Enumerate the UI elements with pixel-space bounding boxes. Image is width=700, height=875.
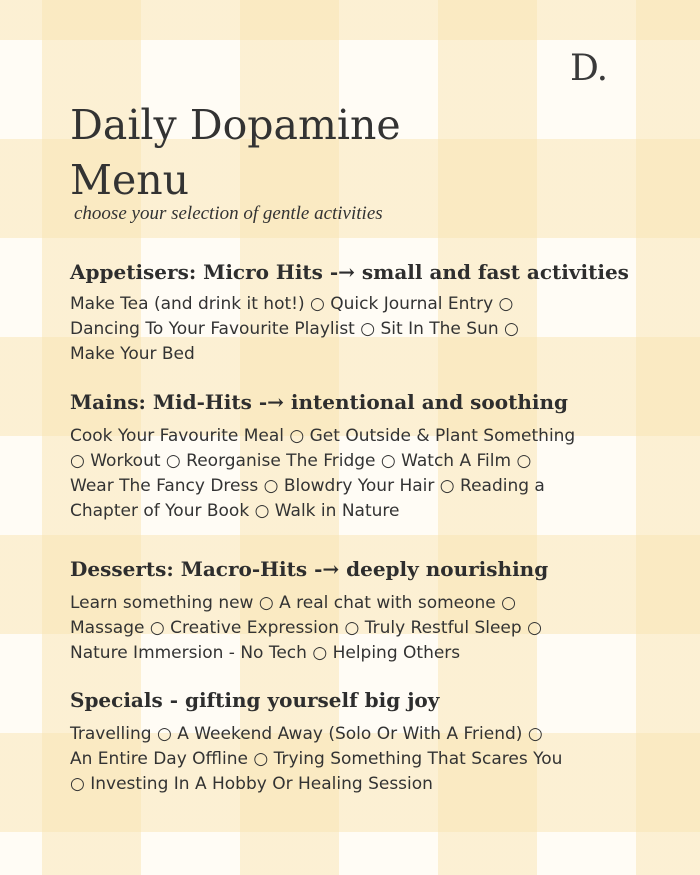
section-activities <box>70 424 576 524</box>
activity-line: Massage ○ Creative Expression ○ Truly Restful Sleep ○ <box>70 618 542 638</box>
brand-logo: D. <box>570 48 608 89</box>
section-specials <box>70 687 670 797</box>
section-heading: Mains: Mid-Hits -→ intentional and soothing <box>70 390 569 414</box>
section-heading: Appetisers: Micro Hits -→ small and fast activities <box>70 260 629 284</box>
activity-line: Learn something new ○ A real chat with someone ○ <box>70 593 516 613</box>
activity-line: Nature Immersion - No Tech ○ Helping Others <box>70 643 461 663</box>
activity-line: Cook Your Favourite Meal ○ Get Outside & Plant Something <box>70 426 576 446</box>
activity-line: Make Your Bed <box>70 344 195 364</box>
activity-line: Dancing To Your Favourite Playlist ○ Sit In The Sun ○ <box>70 319 519 339</box>
activity-line: Wear The Fancy Dress ○ Blowdry Your Hair ○ Reading a <box>70 476 545 496</box>
activity-line: ○ Workout ○ Reorganise The Fridge ○ Watch A Film ○ <box>70 451 532 471</box>
section-heading: Specials - gifting yourself big joy <box>70 688 440 712</box>
page-subtitle: choose your selection of gentle activities <box>74 203 383 224</box>
activity-line: Chapter of Your Book ○ Walk in Nature <box>70 501 400 521</box>
section-activities <box>70 292 570 367</box>
activity-line: ○ Investing In A Hobby Or Healing Session <box>70 774 433 794</box>
activity-line: Make Tea (and drink it hot!) ○ Quick Journal Entry ○ <box>70 294 514 314</box>
page-title: Daily Dopamine Menu <box>70 101 401 204</box>
activity-line: An Entire Day Offline ○ Trying Something That Scares You <box>70 749 563 769</box>
section-activities <box>70 722 570 797</box>
section-desserts <box>70 556 670 666</box>
section-mains <box>70 389 670 524</box>
section-activities <box>70 591 570 666</box>
activity-line: Travelling ○ A Weekend Away (Solo Or With A Friend) ○ <box>70 724 543 744</box>
section-appetisers <box>70 259 670 367</box>
section-heading: Desserts: Macro-Hits -→ deeply nourishing <box>70 557 549 581</box>
